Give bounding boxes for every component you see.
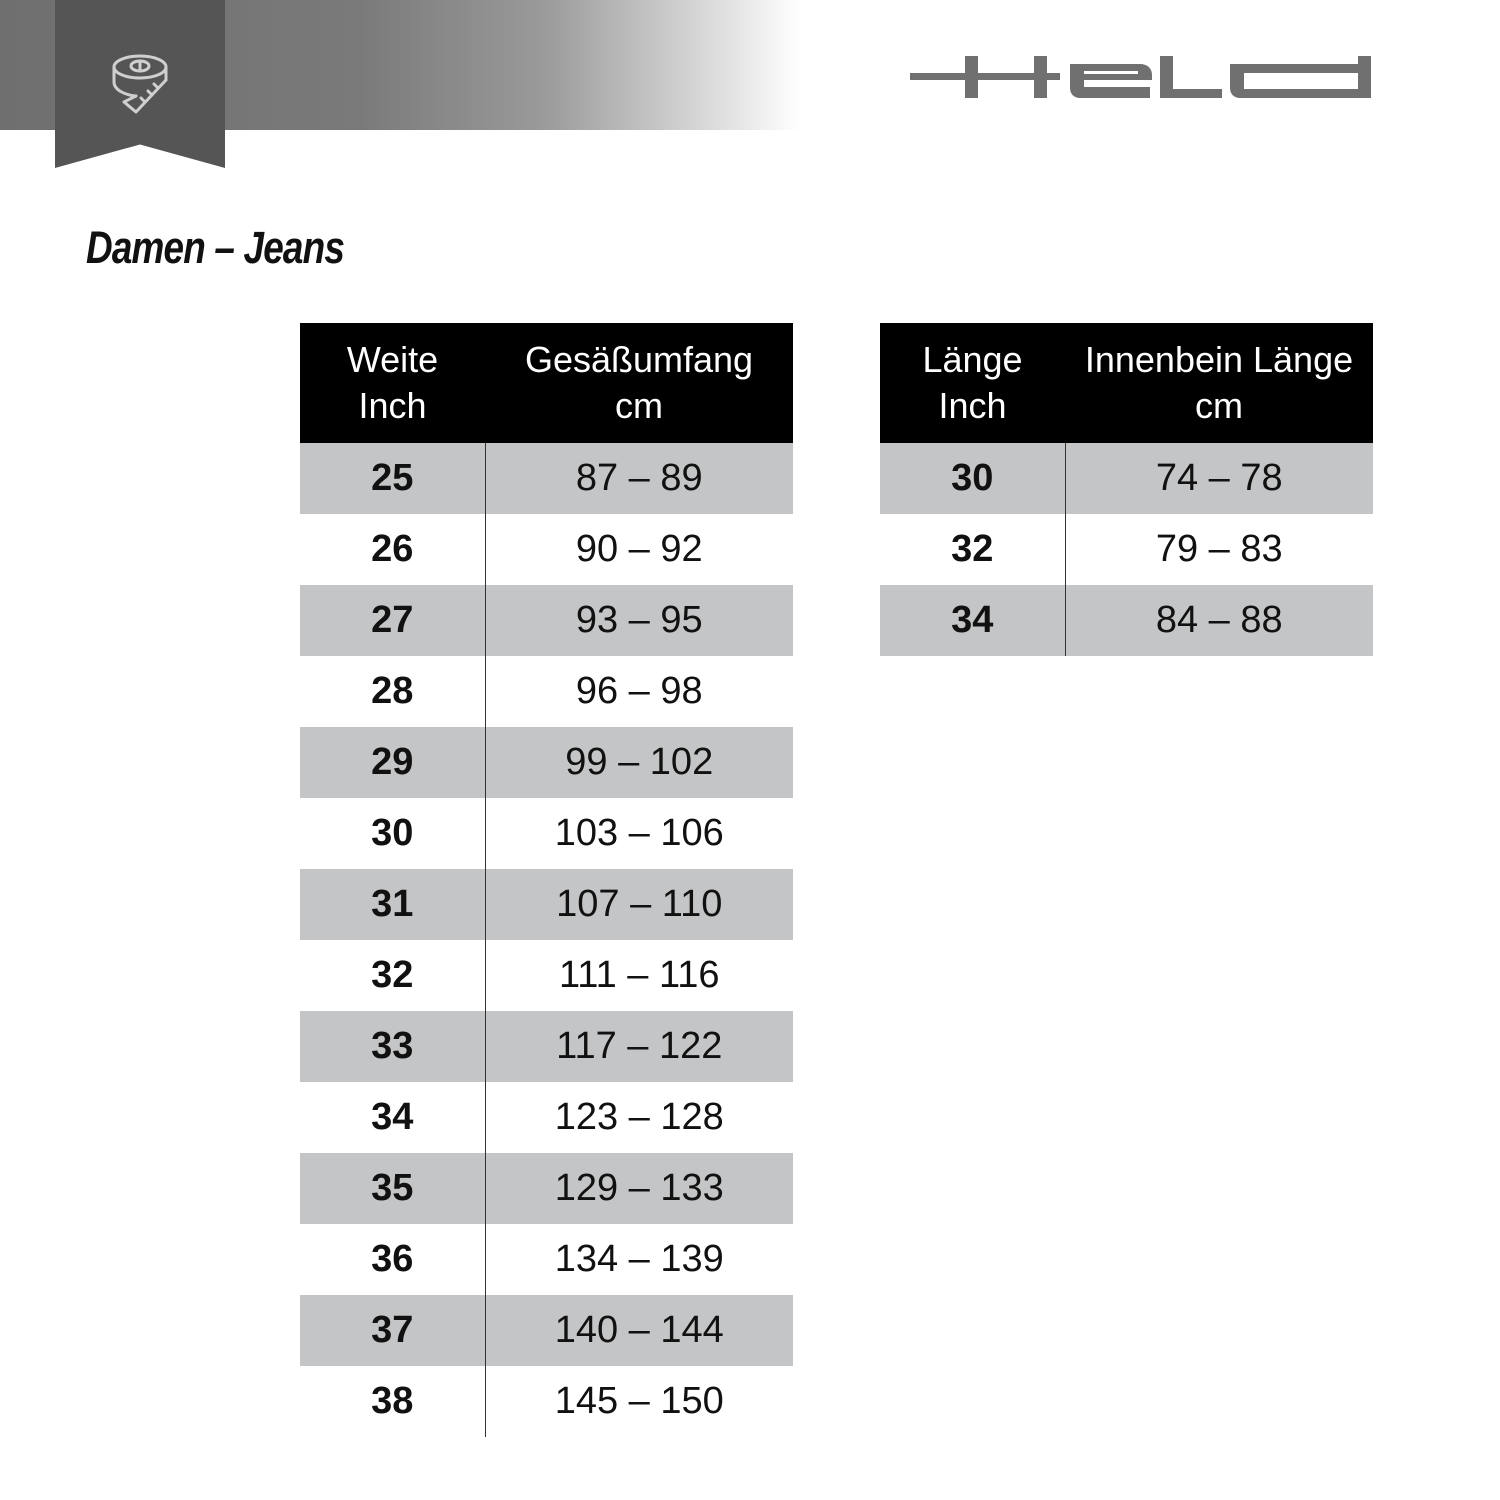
size-cell: 25 — [300, 443, 485, 514]
range-cell: 90 – 92 — [575, 528, 703, 570]
table-row — [300, 1366, 793, 1437]
table-row — [300, 443, 793, 514]
table-row — [300, 940, 793, 1011]
length-size-table — [880, 323, 1373, 656]
size-cell: 34 — [880, 585, 1065, 656]
table-row — [300, 514, 793, 585]
range-cell: 87 – 89 — [485, 443, 793, 514]
table-row — [300, 1011, 793, 1082]
range-cell: 140 – 144 — [485, 1295, 793, 1366]
table-row — [880, 514, 1373, 585]
range-cell: 129 – 133 — [485, 1153, 793, 1224]
size-cell: 32 — [880, 514, 1065, 585]
range-cell: 99 – 102 — [485, 727, 793, 798]
range-cell: 145 – 150 — [554, 1380, 724, 1422]
column-header-hip-circumference: Gesäßumfang cm — [485, 323, 793, 443]
column-header-inseam-length: Innenbein Länge cm — [1065, 323, 1373, 443]
size-cell: 30 — [880, 443, 1065, 514]
size-cell: 33 — [300, 1011, 485, 1082]
size-cell: 28 — [300, 656, 485, 727]
size-cell: 27 — [300, 585, 485, 656]
size-cell: 31 — [300, 869, 485, 940]
table-row — [300, 798, 793, 869]
range-cell: 123 – 128 — [554, 1096, 724, 1138]
table-row — [300, 1295, 793, 1366]
range-cell: 84 – 88 — [1065, 585, 1373, 656]
held-logo — [910, 56, 1372, 98]
range-cell: 107 – 110 — [485, 869, 793, 940]
column-header-length: Länge Inch — [880, 323, 1065, 443]
range-cell: 103 – 106 — [554, 812, 724, 854]
size-cell: 38 — [300, 1366, 485, 1437]
table-row — [300, 727, 793, 798]
size-cell: 26 — [300, 514, 485, 585]
size-cell: 35 — [300, 1153, 485, 1224]
range-cell: 96 – 98 — [575, 670, 703, 712]
waist-size-table — [300, 323, 793, 1437]
range-cell: 117 – 122 — [485, 1011, 793, 1082]
size-cell: 34 — [300, 1082, 485, 1153]
size-cell: 36 — [300, 1224, 485, 1295]
measuring-tape-icon — [110, 50, 170, 120]
page-title: Damen – Jeans — [86, 222, 345, 273]
column-header-waist: Weite Inch — [300, 323, 485, 443]
table-row — [300, 1153, 793, 1224]
table-header-row — [300, 323, 793, 443]
table-row — [300, 585, 793, 656]
size-cell: 37 — [300, 1295, 485, 1366]
range-cell: 111 – 116 — [558, 954, 720, 996]
table-header-row — [880, 323, 1373, 443]
range-cell: 74 – 78 — [1065, 443, 1373, 514]
range-cell: 134 – 139 — [554, 1238, 724, 1280]
table-row — [300, 1082, 793, 1153]
size-cell: 29 — [300, 727, 485, 798]
size-cell: 30 — [300, 798, 485, 869]
range-cell: 79 – 83 — [1155, 528, 1283, 570]
table-row — [880, 585, 1373, 656]
size-cell: 32 — [300, 940, 485, 1011]
size-guide-ribbon — [55, 0, 225, 168]
table-row — [300, 656, 793, 727]
table-row — [880, 443, 1373, 514]
table-row — [300, 1224, 793, 1295]
range-cell: 93 – 95 — [485, 585, 793, 656]
table-row — [300, 869, 793, 940]
